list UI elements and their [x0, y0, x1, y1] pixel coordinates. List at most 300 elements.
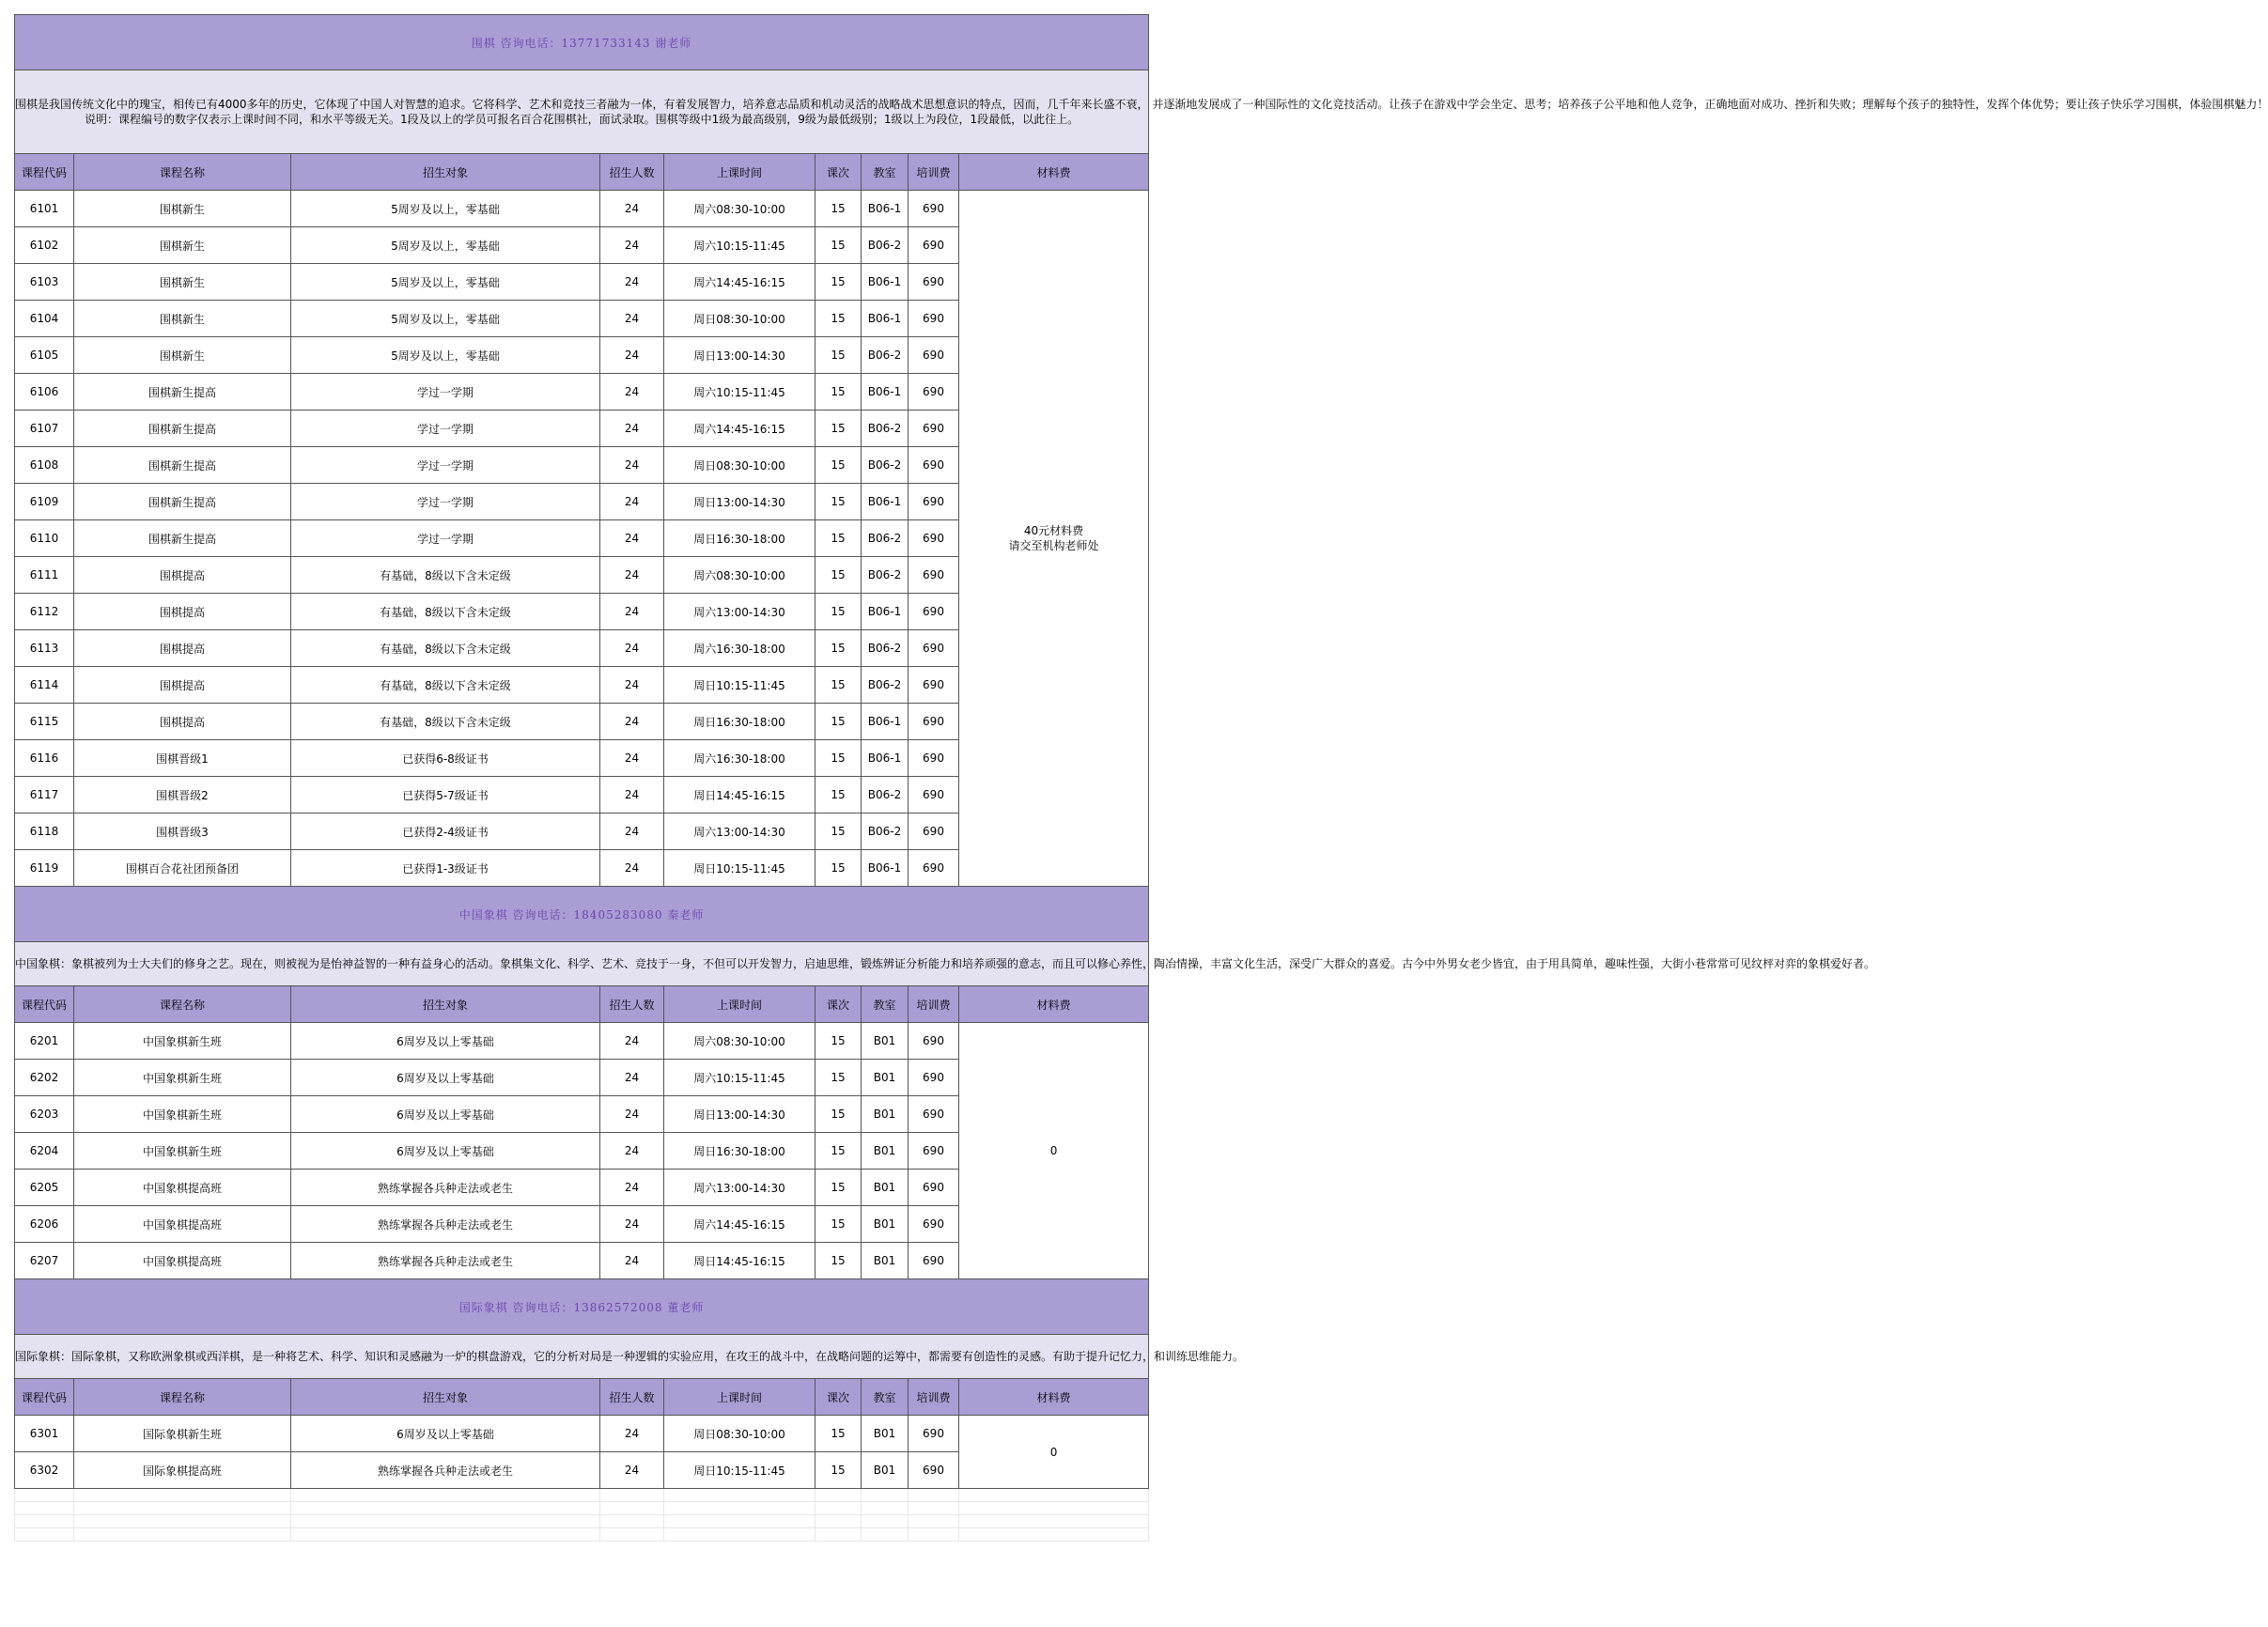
- class-time-cell: 周六14:45-16:15: [664, 411, 816, 447]
- material-fee-line: 40元材料费: [1023, 524, 1084, 537]
- class-time-cell: 周六14:45-16:15: [664, 1206, 816, 1243]
- target-cell: 5周岁及以上，零基础: [291, 264, 600, 301]
- class-time-cell: 周六16:30-18:00: [664, 740, 816, 777]
- sessions-cell: 15: [816, 557, 862, 594]
- target-cell: 5周岁及以上，零基础: [291, 191, 600, 227]
- tuition-cell: 690: [909, 594, 959, 630]
- course-code-cell: 6103: [15, 264, 74, 301]
- course-name-cell: 中国象棋新生班: [74, 1096, 291, 1133]
- enrollment-cell: 24: [600, 777, 664, 814]
- material-fee-cell: [959, 1023, 1149, 1279]
- target-cell: 学过一学期: [291, 447, 600, 484]
- target-cell: 熟练掌握各兵种走法或老生: [291, 1452, 600, 1489]
- course-name-cell: 围棋新生: [74, 337, 291, 374]
- class-time-cell: 周六10:15-11:45: [664, 374, 816, 411]
- target-cell: 5周岁及以上，零基础: [291, 337, 600, 374]
- classroom-cell: B01: [862, 1170, 909, 1206]
- schedule-body: [15, 15, 2268, 1542]
- section-title-row: [15, 1279, 1149, 1335]
- header-material-fee: 材料费: [959, 986, 1149, 1023]
- tuition-cell: 690: [909, 191, 959, 227]
- enrollment-cell: 24: [600, 1133, 664, 1170]
- classroom-cell: B06-1: [862, 850, 909, 887]
- class-time-cell: 周日08:30-10:00: [664, 447, 816, 484]
- course-name-cell: 围棋提高: [74, 667, 291, 704]
- tuition-cell: 690: [909, 850, 959, 887]
- classroom-cell: B06-1: [862, 374, 909, 411]
- header-sessions: 课次: [816, 1379, 862, 1416]
- course-name-cell: 中国象棋新生班: [74, 1023, 291, 1060]
- enrollment-cell: 24: [600, 411, 664, 447]
- course-code-cell: 6203: [15, 1096, 74, 1133]
- class-time-cell: 周六16:30-18:00: [664, 630, 816, 667]
- course-name-cell: 围棋新生提高: [74, 520, 291, 557]
- section-intro: [15, 1335, 1245, 1379]
- enrollment-cell: 24: [600, 1416, 664, 1452]
- enrollment-cell: 24: [600, 191, 664, 227]
- header-class-time: 上课时间: [664, 1379, 816, 1416]
- class-time-cell: 周日13:00-14:30: [664, 337, 816, 374]
- sessions-cell: 15: [816, 594, 862, 630]
- column-header-row: [15, 986, 1149, 1023]
- header-course-code: 课程代码: [15, 986, 74, 1023]
- class-time-cell: 周日13:00-14:30: [664, 484, 816, 520]
- section-intro: [15, 942, 1876, 986]
- class-time-cell: 周六10:15-11:45: [664, 1060, 816, 1096]
- sessions-cell: 15: [816, 740, 862, 777]
- class-time-cell: 周日08:30-10:00: [664, 301, 816, 337]
- empty-cell: [15, 1515, 74, 1528]
- header-sessions: 课次: [816, 986, 862, 1023]
- target-cell: 有基础，8级以下含未定级: [291, 667, 600, 704]
- empty-cell: [600, 1502, 664, 1515]
- empty-cell: [664, 1515, 816, 1528]
- tuition-cell: 690: [909, 1416, 959, 1452]
- class-time-cell: 周日10:15-11:45: [664, 850, 816, 887]
- sessions-cell: 15: [816, 630, 862, 667]
- section-intro-row: [15, 942, 1149, 986]
- empty-cell: [664, 1502, 816, 1515]
- class-time-cell: 周六13:00-14:30: [664, 1170, 816, 1206]
- class-time-cell: 周六13:00-14:30: [664, 814, 816, 850]
- sessions-cell: 15: [816, 1096, 862, 1133]
- enrollment-cell: 24: [600, 447, 664, 484]
- course-code-cell: 6118: [15, 814, 74, 850]
- course-code-cell: 6206: [15, 1206, 74, 1243]
- empty-cell: [600, 1528, 664, 1542]
- course-code-cell: 6102: [15, 227, 74, 264]
- classroom-cell: B06-2: [862, 337, 909, 374]
- header-course-code: 课程代码: [15, 154, 74, 191]
- class-time-cell: 周六10:15-11:45: [664, 227, 816, 264]
- course-name-cell: 围棋新生提高: [74, 411, 291, 447]
- empty-cell: [909, 1515, 959, 1528]
- section-intro: [15, 70, 2268, 154]
- classroom-cell: B01: [862, 1452, 909, 1489]
- enrollment-cell: 24: [600, 667, 664, 704]
- course-name-cell: 中国象棋提高班: [74, 1243, 291, 1279]
- course-name-cell: 围棋提高: [74, 594, 291, 630]
- classroom-cell: B01: [862, 1206, 909, 1243]
- empty-cell: [664, 1489, 816, 1502]
- sessions-cell: 15: [816, 667, 862, 704]
- classroom-cell: B06-1: [862, 704, 909, 740]
- empty-cell: [862, 1515, 909, 1528]
- section-title: 国际象棋 咨询电话：13862572008 董老师: [15, 1279, 1149, 1335]
- section-title-row: [15, 15, 1149, 70]
- course-code-cell: 6119: [15, 850, 74, 887]
- classroom-cell: B06-2: [862, 520, 909, 557]
- sessions-cell: 15: [816, 264, 862, 301]
- classroom-cell: B06-2: [862, 777, 909, 814]
- sessions-cell: 15: [816, 337, 862, 374]
- enrollment-cell: 24: [600, 1452, 664, 1489]
- section-title-row: [15, 887, 1149, 942]
- course-code-cell: 6204: [15, 1133, 74, 1170]
- empty-cell: [959, 1489, 1149, 1502]
- target-cell: 6周岁及以上零基础: [291, 1416, 600, 1452]
- target-cell: 学过一学期: [291, 484, 600, 520]
- sessions-cell: 15: [816, 1243, 862, 1279]
- course-name-cell: 围棋提高: [74, 704, 291, 740]
- empty-cell: [74, 1502, 291, 1515]
- course-name-cell: 围棋晋级1: [74, 740, 291, 777]
- course-name-cell: 围棋提高: [74, 630, 291, 667]
- course-code-cell: 6106: [15, 374, 74, 411]
- table-row: [15, 1416, 1149, 1452]
- empty-cell: [74, 1489, 291, 1502]
- target-cell: 6周岁及以上零基础: [291, 1023, 600, 1060]
- classroom-cell: B01: [862, 1416, 909, 1452]
- classroom-cell: B06-2: [862, 227, 909, 264]
- sessions-cell: 15: [816, 1452, 862, 1489]
- target-cell: 学过一学期: [291, 411, 600, 447]
- material-fee-line: 0: [1049, 1445, 1058, 1459]
- target-cell: 学过一学期: [291, 374, 600, 411]
- tuition-cell: 690: [909, 704, 959, 740]
- empty-row: [15, 1515, 1149, 1528]
- course-code-cell: 6114: [15, 667, 74, 704]
- tuition-cell: 690: [909, 814, 959, 850]
- target-cell: 已获得2-4级证书: [291, 814, 600, 850]
- empty-cell: [15, 1489, 74, 1502]
- classroom-cell: B01: [862, 1023, 909, 1060]
- course-name-cell: 围棋新生: [74, 264, 291, 301]
- target-cell: 有基础，8级以下含未定级: [291, 557, 600, 594]
- tuition-cell: 690: [909, 740, 959, 777]
- section-intro-row: [15, 1335, 1149, 1379]
- enrollment-cell: 24: [600, 264, 664, 301]
- target-cell: 有基础，8级以下含未定级: [291, 594, 600, 630]
- empty-cell: [291, 1489, 600, 1502]
- classroom-cell: B06-2: [862, 557, 909, 594]
- tuition-cell: 690: [909, 1060, 959, 1096]
- classroom-cell: B01: [862, 1096, 909, 1133]
- course-code-cell: 6111: [15, 557, 74, 594]
- course-name-cell: 围棋晋级3: [74, 814, 291, 850]
- classroom-cell: B01: [862, 1060, 909, 1096]
- target-cell: 5周岁及以上，零基础: [291, 227, 600, 264]
- classroom-cell: B06-1: [862, 594, 909, 630]
- classroom-cell: B06-2: [862, 630, 909, 667]
- tuition-cell: 690: [909, 1170, 959, 1206]
- course-code-cell: 6108: [15, 447, 74, 484]
- material-fee-line: 请交至机构老师处: [1008, 539, 1099, 552]
- tuition-cell: 690: [909, 374, 959, 411]
- empty-cell: [862, 1528, 909, 1542]
- classroom-cell: B06-2: [862, 814, 909, 850]
- empty-row: [15, 1502, 1149, 1515]
- course-name-cell: 围棋百合花社团预备团: [74, 850, 291, 887]
- course-name-cell: 国际象棋提高班: [74, 1452, 291, 1489]
- course-code-cell: 6113: [15, 630, 74, 667]
- course-code-cell: 6302: [15, 1452, 74, 1489]
- target-cell: 6周岁及以上零基础: [291, 1133, 600, 1170]
- header-tuition-fee: 培训费: [909, 1379, 959, 1416]
- empty-cell: [291, 1515, 600, 1528]
- header-course-code: 课程代码: [15, 1379, 74, 1416]
- header-tuition-fee: 培训费: [909, 154, 959, 191]
- class-time-cell: 周六14:45-16:15: [664, 264, 816, 301]
- empty-cell: [862, 1489, 909, 1502]
- target-cell: 已获得1-3级证书: [291, 850, 600, 887]
- header-target-students: 招生对象: [291, 154, 600, 191]
- classroom-cell: B06-1: [862, 264, 909, 301]
- course-name-cell: 围棋新生: [74, 301, 291, 337]
- tuition-cell: 690: [909, 667, 959, 704]
- course-name-cell: 围棋新生: [74, 191, 291, 227]
- classroom-cell: B06-1: [862, 301, 909, 337]
- empty-cell: [291, 1528, 600, 1542]
- tuition-cell: 690: [909, 227, 959, 264]
- tuition-cell: 690: [909, 777, 959, 814]
- sessions-cell: 15: [816, 1206, 862, 1243]
- course-code-cell: 6107: [15, 411, 74, 447]
- section-title: 围棋 咨询电话：13771733143 谢老师: [15, 15, 1149, 70]
- course-code-cell: 6104: [15, 301, 74, 337]
- target-cell: 已获得5-7级证书: [291, 777, 600, 814]
- sessions-cell: 15: [816, 1170, 862, 1206]
- enrollment-cell: 24: [600, 484, 664, 520]
- empty-cell: [816, 1528, 862, 1542]
- empty-cell: [909, 1489, 959, 1502]
- header-course-name: 课程名称: [74, 986, 291, 1023]
- enrollment-cell: 24: [600, 520, 664, 557]
- table-row: [15, 1023, 1149, 1060]
- target-cell: 熟练掌握各兵种走法或老生: [291, 1170, 600, 1206]
- header-classroom: 教室: [862, 1379, 909, 1416]
- empty-row: [15, 1528, 1149, 1542]
- header-material-fee: 材料费: [959, 1379, 1149, 1416]
- target-cell: 已获得6-8级证书: [291, 740, 600, 777]
- course-name-cell: 中国象棋新生班: [74, 1060, 291, 1096]
- classroom-cell: B06-1: [862, 191, 909, 227]
- classroom-cell: B01: [862, 1243, 909, 1279]
- enrollment-cell: 24: [600, 1243, 664, 1279]
- column-header-row: [15, 1379, 1149, 1416]
- class-time-cell: 周日16:30-18:00: [664, 704, 816, 740]
- course-code-cell: 6115: [15, 704, 74, 740]
- class-time-cell: 周六13:00-14:30: [664, 594, 816, 630]
- empty-cell: [959, 1528, 1149, 1542]
- tuition-cell: 690: [909, 447, 959, 484]
- target-cell: 有基础，8级以下含未定级: [291, 630, 600, 667]
- intro-paragraph: 围棋是我国传统文化中的瑰宝，相传已有4000多年的历史，它体现了中国人对智慧的追求。它将科学、艺术和竞技三者融为一体，有着发展智力，培养意志品质和机动灵活的战略战术思想意识的特点，因而，几千年来长盛不衰， 并逐渐地发展成了一种国际性的文化竞技活动。让孩子在游戏中学会坐定、思考；培养孩子公平地和他人竞争，正确地面对成功、挫折和失败；理解每个孩子的独特性，发挥个体优势；要让孩子快乐学习围棋，体验围棋魅力！: [15, 98, 2268, 111]
- class-time-cell: 周日14:45-16:15: [664, 777, 816, 814]
- sessions-cell: 15: [816, 191, 862, 227]
- course-name-cell: 围棋新生: [74, 227, 291, 264]
- header-class-time: 上课时间: [664, 154, 816, 191]
- classroom-cell: B06-2: [862, 447, 909, 484]
- tuition-cell: 690: [909, 630, 959, 667]
- target-cell: 熟练掌握各兵种走法或老生: [291, 1243, 600, 1279]
- course-name-cell: 围棋晋级2: [74, 777, 291, 814]
- header-enrollment: 招生人数: [600, 1379, 664, 1416]
- course-code-cell: 6101: [15, 191, 74, 227]
- empty-cell: [959, 1515, 1149, 1528]
- empty-cell: [600, 1515, 664, 1528]
- class-time-cell: 周日16:30-18:00: [664, 1133, 816, 1170]
- class-time-cell: 周六08:30-10:00: [664, 1023, 816, 1060]
- header-material-fee: 材料费: [959, 154, 1149, 191]
- header-classroom: 教室: [862, 154, 909, 191]
- course-name-cell: 围棋新生提高: [74, 374, 291, 411]
- class-time-cell: 周日08:30-10:00: [664, 1416, 816, 1452]
- enrollment-cell: 24: [600, 301, 664, 337]
- header-course-name: 课程名称: [74, 1379, 291, 1416]
- empty-row: [15, 1489, 1149, 1502]
- sessions-cell: 15: [816, 850, 862, 887]
- empty-cell: [909, 1502, 959, 1515]
- empty-cell: [600, 1489, 664, 1502]
- class-time-cell: 周日13:00-14:30: [664, 1096, 816, 1133]
- classroom-cell: B06-1: [862, 740, 909, 777]
- enrollment-cell: 24: [600, 630, 664, 667]
- empty-cell: [291, 1502, 600, 1515]
- sessions-cell: 15: [816, 520, 862, 557]
- enrollment-cell: 24: [600, 337, 664, 374]
- course-name-cell: 中国象棋提高班: [74, 1170, 291, 1206]
- class-time-cell: 周六08:30-10:00: [664, 191, 816, 227]
- material-fee-cell: [959, 1416, 1149, 1489]
- course-name-cell: 国际象棋新生班: [74, 1416, 291, 1452]
- empty-cell: [862, 1502, 909, 1515]
- tuition-cell: 690: [909, 264, 959, 301]
- empty-cell: [15, 1502, 74, 1515]
- intro-paragraph: 中国象棋：象棋被列为士大夫们的修身之艺。现在，则被视为是怡神益智的一种有益身心的活动。象棋集文化、科学、艺术、竞技于一身，不但可以开发智力，启迪思维，锻炼辨证分析能力和培养顽强的意志，而且可以修心养性，陶冶情操，丰富文化生活，深受广大群众的喜爱。古今中外男女老少皆宜，由于用具简单，趣味性强，大街小巷常常可见纹枰对弈的象棋爱好者。: [15, 957, 1876, 970]
- sessions-cell: 15: [816, 374, 862, 411]
- enrollment-cell: 24: [600, 704, 664, 740]
- header-classroom: 教室: [862, 986, 909, 1023]
- class-time-cell: 周日10:15-11:45: [664, 1452, 816, 1489]
- header-enrollment: 招生人数: [600, 986, 664, 1023]
- classroom-cell: B06-2: [862, 667, 909, 704]
- classroom-cell: B06-1: [862, 484, 909, 520]
- class-time-cell: 周日16:30-18:00: [664, 520, 816, 557]
- empty-cell: [816, 1515, 862, 1528]
- enrollment-cell: 24: [600, 594, 664, 630]
- empty-cell: [909, 1528, 959, 1542]
- classroom-cell: B01: [862, 1133, 909, 1170]
- enrollment-cell: 24: [600, 374, 664, 411]
- tuition-cell: 690: [909, 557, 959, 594]
- class-time-cell: 周六08:30-10:00: [664, 557, 816, 594]
- target-cell: 5周岁及以上，零基础: [291, 301, 600, 337]
- tuition-cell: 690: [909, 1206, 959, 1243]
- sessions-cell: 15: [816, 704, 862, 740]
- tuition-cell: 690: [909, 411, 959, 447]
- sessions-cell: 15: [816, 227, 862, 264]
- course-schedule-sheet: [14, 14, 2268, 1542]
- course-name-cell: 中国象棋新生班: [74, 1133, 291, 1170]
- enrollment-cell: 24: [600, 227, 664, 264]
- enrollment-cell: 24: [600, 850, 664, 887]
- target-cell: 6周岁及以上零基础: [291, 1096, 600, 1133]
- column-header-row: [15, 154, 1149, 191]
- target-cell: 有基础，8级以下含未定级: [291, 704, 600, 740]
- tuition-cell: 690: [909, 337, 959, 374]
- enrollment-cell: 24: [600, 1170, 664, 1206]
- header-course-name: 课程名称: [74, 154, 291, 191]
- course-code-cell: 6109: [15, 484, 74, 520]
- schedule-table: [14, 14, 2268, 1542]
- enrollment-cell: 24: [600, 1206, 664, 1243]
- tuition-cell: 690: [909, 1243, 959, 1279]
- sessions-cell: 15: [816, 1133, 862, 1170]
- sessions-cell: 15: [816, 814, 862, 850]
- tuition-cell: 690: [909, 1023, 959, 1060]
- material-fee-cell: [959, 191, 1149, 887]
- sessions-cell: 15: [816, 447, 862, 484]
- header-enrollment: 招生人数: [600, 154, 664, 191]
- header-tuition-fee: 培训费: [909, 986, 959, 1023]
- course-name-cell: 围棋新生提高: [74, 447, 291, 484]
- enrollment-cell: 24: [600, 557, 664, 594]
- intro-paragraph: 说明：课程编号的数字仅表示上课时间不同，和水平等级无关。1段及以上的学员可报名百合花围棋社，面试录取。围棋等级中1级为最高级别，9级为最低级别；1级以上为段位，1段最低，以此往上。: [84, 113, 1080, 126]
- course-name-cell: 围棋新生提高: [74, 484, 291, 520]
- course-name-cell: 围棋提高: [74, 557, 291, 594]
- course-code-cell: 6112: [15, 594, 74, 630]
- target-cell: 熟练掌握各兵种走法或老生: [291, 1206, 600, 1243]
- header-class-time: 上课时间: [664, 986, 816, 1023]
- sessions-cell: 15: [816, 484, 862, 520]
- course-code-cell: 6110: [15, 520, 74, 557]
- sessions-cell: 15: [816, 1416, 862, 1452]
- empty-cell: [959, 1502, 1149, 1515]
- course-code-cell: 6117: [15, 777, 74, 814]
- sessions-cell: 15: [816, 411, 862, 447]
- tuition-cell: 690: [909, 1133, 959, 1170]
- course-code-cell: 6105: [15, 337, 74, 374]
- tuition-cell: 690: [909, 484, 959, 520]
- enrollment-cell: 24: [600, 740, 664, 777]
- target-cell: 学过一学期: [291, 520, 600, 557]
- course-code-cell: 6205: [15, 1170, 74, 1206]
- empty-cell: [74, 1528, 291, 1542]
- empty-cell: [816, 1502, 862, 1515]
- header-sessions: 课次: [816, 154, 862, 191]
- tuition-cell: 690: [909, 1452, 959, 1489]
- course-code-cell: 6116: [15, 740, 74, 777]
- course-code-cell: 6301: [15, 1416, 74, 1452]
- class-time-cell: 周日14:45-16:15: [664, 1243, 816, 1279]
- section-intro-row: [15, 70, 1149, 154]
- header-target-students: 招生对象: [291, 986, 600, 1023]
- section-title: 中国象棋 咨询电话：18405283080 秦老师: [15, 887, 1149, 942]
- enrollment-cell: 24: [600, 1060, 664, 1096]
- enrollment-cell: 24: [600, 1023, 664, 1060]
- sessions-cell: 15: [816, 1023, 862, 1060]
